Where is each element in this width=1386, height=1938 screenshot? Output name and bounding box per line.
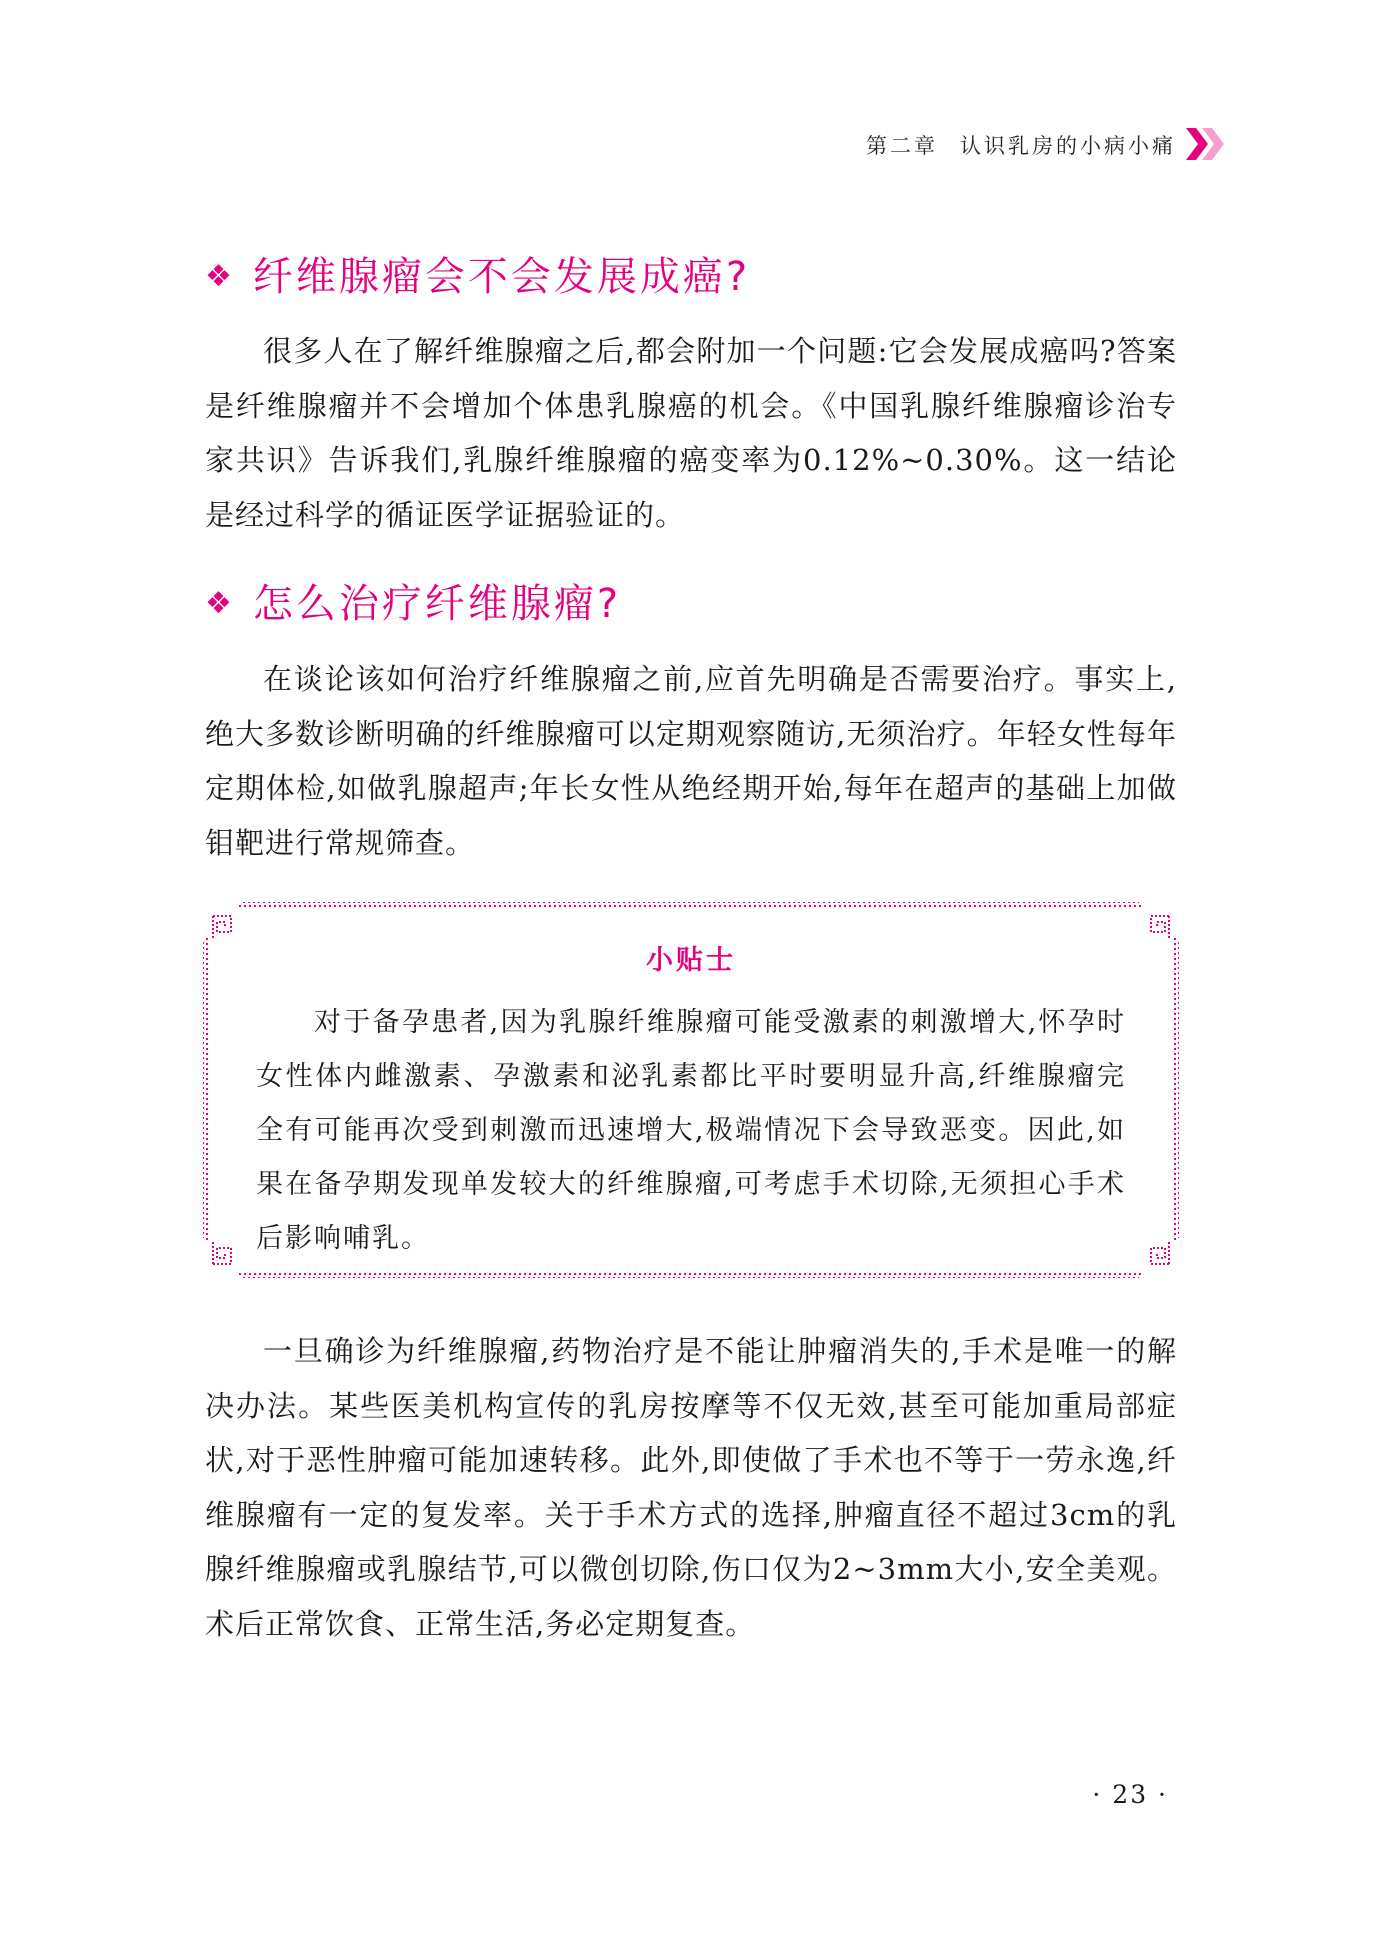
section-heading-treatment <box>205 572 621 629</box>
paragraph-surgery: 一旦确诊为纤维腺瘤,药物治疗是不能让肿瘤消失的,手术是唯一的解决办法。某些医美机构宣传的乳房按摩等不仅无效,甚至可能加重局部症状,对于恶性肿瘤可能加速转移。此外,即使做了手术也不等于一劳永逸,纤维腺瘤有一定的复发率。关于手术方式的选择,肿瘤直径不超过3cm的乳腺纤维腺瘤或乳腺结节,可以微创切除,伤口仅为2~3mm大小,安全美观。术后正常饮食、正常生活,务必定期复查。 <box>205 1334 1177 1641</box>
chapter-title: 认识乳房的小病小痛 <box>960 134 1176 158</box>
paragraph-treatment: 在谈论该如何治疗纤维腺瘤之前,应首先明确是否需要治疗。事实上,绝大多数诊断明确的纤维腺瘤可以定期观察随访,无须治疗。年轻女性每年定期体检,如做乳腺超声;年长女性从绝经期开始,每年在超声的基础上加做钼靶进行常规筛查。 <box>205 662 1177 860</box>
section-heading-text: 纤维腺瘤会不会发展成癌? <box>252 254 751 300</box>
diamond-bullet-icon: ❖ <box>205 259 235 294</box>
double-chevron-right-icon <box>1184 126 1226 162</box>
paragraph-cancer-risk: 很多人在了解纤维腺瘤之后,都会附加一个问题:它会发展成癌吗?答案是纤维腺瘤并不会增加个体患乳腺癌的机会。《中国乳腺纤维腺瘤诊治专家共识》告诉我们,乳腺纤维腺瘤的癌变率为0.12%~0.30%。这一结论是经过科学的循证医学证据验证的。 <box>205 334 1177 532</box>
section-heading-cancer-risk <box>205 245 750 302</box>
section-heading-text: 怎么治疗纤维腺瘤? <box>252 581 622 627</box>
tip-box <box>203 902 1179 1278</box>
running-header <box>866 130 1176 160</box>
tip-title: 小贴士 <box>646 945 736 976</box>
tip-body: 对于备孕患者,因为乳腺纤维腺瘤可能受激素的刺激增大,怀孕时女性体内雌激素、孕激素和泌乳素都比平时要明显升高,纤维腺瘤完全有可能再次受到刺激而迅速增大,极端情况下会导致恶变。因此,如果在备孕期发现单发较大的纤维腺瘤,可考虑手术切除,无须担心手术后影响哺乳。 <box>256 1007 1126 1254</box>
page-number: · 23 · <box>1092 1780 1168 1809</box>
diamond-bullet-icon: ❖ <box>205 586 235 621</box>
chapter-number: 第二章 <box>866 134 938 158</box>
